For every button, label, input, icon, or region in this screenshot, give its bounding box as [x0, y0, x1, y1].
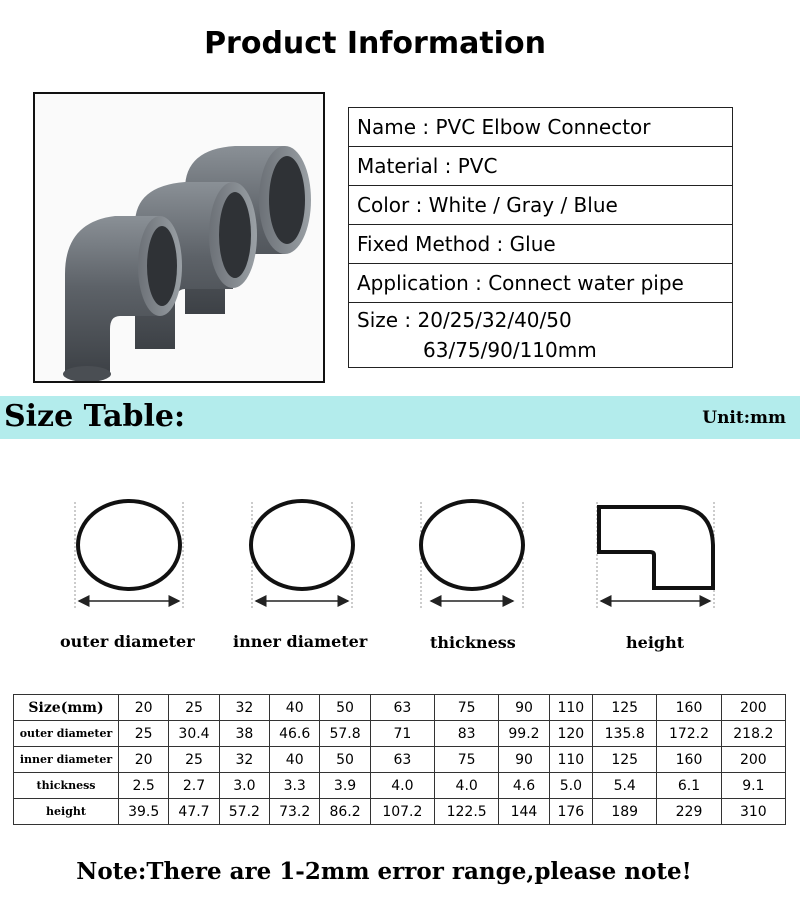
page-title: Product Information	[204, 26, 546, 61]
table-cell: 122.5	[435, 799, 499, 825]
table-cell: 47.7	[169, 799, 219, 825]
table-cell: 110	[549, 695, 592, 721]
table-cell: 90	[499, 747, 549, 773]
table-cell: 5.0	[549, 773, 592, 799]
table-cell: 57.8	[320, 721, 370, 747]
table-cell: 40	[270, 695, 320, 721]
table-row	[14, 799, 786, 825]
table-cell: 71	[370, 721, 434, 747]
table-cell: 32	[219, 695, 269, 721]
table-cell: 3.0	[219, 773, 269, 799]
outer-diameter-diagram	[75, 501, 183, 610]
table-cell: 2.5	[119, 773, 169, 799]
table-cell: 39.5	[119, 799, 169, 825]
table-cell: 46.6	[270, 721, 320, 747]
table-cell: 120	[549, 721, 592, 747]
table-cell: 40	[270, 747, 320, 773]
table-cell: 25	[169, 747, 219, 773]
table-cell: 125	[593, 695, 657, 721]
table-cell: 160	[657, 747, 721, 773]
outer-diameter-label: outer diameter	[60, 632, 195, 651]
table-cell: 3.9	[320, 773, 370, 799]
table-cell: 160	[657, 695, 721, 721]
table-cell: 5.4	[593, 773, 657, 799]
table-cell: 50	[320, 747, 370, 773]
table-cell: 83	[435, 721, 499, 747]
table-row	[14, 773, 786, 799]
inner-diameter-diagram	[251, 501, 353, 610]
row-label: thickness	[14, 773, 119, 799]
table-cell: 218.2	[721, 721, 785, 747]
table-cell: 57.2	[219, 799, 269, 825]
info-material: Material : PVC	[349, 147, 733, 186]
table-cell: 20	[119, 747, 169, 773]
info-size-line1: Size : 20/25/32/40/50	[357, 308, 572, 332]
table-cell: 99.2	[499, 721, 549, 747]
height-label: height	[626, 633, 685, 652]
table-cell: 25	[119, 721, 169, 747]
info-size-line2: 63/75/90/110mm	[423, 338, 597, 362]
table-cell: 144	[499, 799, 549, 825]
size-table-title: Size Table:	[4, 399, 186, 434]
table-cell: 229	[657, 799, 721, 825]
table-cell: 6.1	[657, 773, 721, 799]
table-row	[14, 721, 786, 747]
table-cell: 200	[721, 695, 785, 721]
table-cell: 176	[549, 799, 592, 825]
pvc-elbows-image	[35, 94, 323, 381]
info-color: Color : White / Gray / Blue	[349, 186, 733, 225]
table-cell: 73.2	[270, 799, 320, 825]
row-label: outer diameter	[14, 721, 119, 747]
table-cell: 90	[499, 695, 549, 721]
row-label: Size(mm)	[14, 695, 119, 721]
dimension-diagram-graphic	[0, 490, 800, 620]
thickness-label: thickness	[430, 633, 516, 652]
table-cell: 4.0	[370, 773, 434, 799]
table-cell: 38	[219, 721, 269, 747]
table-cell: 32	[219, 747, 269, 773]
info-fixed-method: Fixed Method : Glue	[349, 225, 733, 264]
size-table-banner	[0, 396, 800, 439]
table-cell: 9.1	[721, 773, 785, 799]
table-cell: 75	[435, 695, 499, 721]
table-cell: 107.2	[370, 799, 434, 825]
table-cell: 172.2	[657, 721, 721, 747]
table-cell: 310	[721, 799, 785, 825]
height-diagram	[597, 502, 714, 610]
size-table-unit: Unit:mm	[702, 408, 786, 428]
info-size	[349, 303, 733, 368]
product-info-table	[348, 107, 733, 368]
size-table	[13, 694, 786, 825]
table-cell: 75	[435, 747, 499, 773]
table-cell: 4.0	[435, 773, 499, 799]
thickness-diagram	[421, 501, 523, 610]
table-cell: 86.2	[320, 799, 370, 825]
dimension-diagrams	[0, 490, 800, 660]
table-cell: 50	[320, 695, 370, 721]
table-row	[14, 747, 786, 773]
error-range-note: Note:There are 1-2mm error range,please note!	[76, 858, 692, 885]
table-cell: 189	[593, 799, 657, 825]
table-cell: 110	[549, 747, 592, 773]
table-cell: 25	[169, 695, 219, 721]
row-label: inner diameter	[14, 747, 119, 773]
product-photo	[33, 92, 325, 383]
row-label: height	[14, 799, 119, 825]
info-name: Name : PVC Elbow Connector	[349, 108, 733, 147]
table-cell: 20	[119, 695, 169, 721]
info-application: Application : Connect water pipe	[349, 264, 733, 303]
table-cell: 63	[370, 747, 434, 773]
table-cell: 30.4	[169, 721, 219, 747]
table-cell: 4.6	[499, 773, 549, 799]
table-cell: 63	[370, 695, 434, 721]
table-cell: 2.7	[169, 773, 219, 799]
inner-diameter-label: inner diameter	[233, 632, 368, 651]
table-cell: 135.8	[593, 721, 657, 747]
table-cell: 3.3	[270, 773, 320, 799]
table-row	[14, 695, 786, 721]
table-cell: 125	[593, 747, 657, 773]
table-cell: 200	[721, 747, 785, 773]
